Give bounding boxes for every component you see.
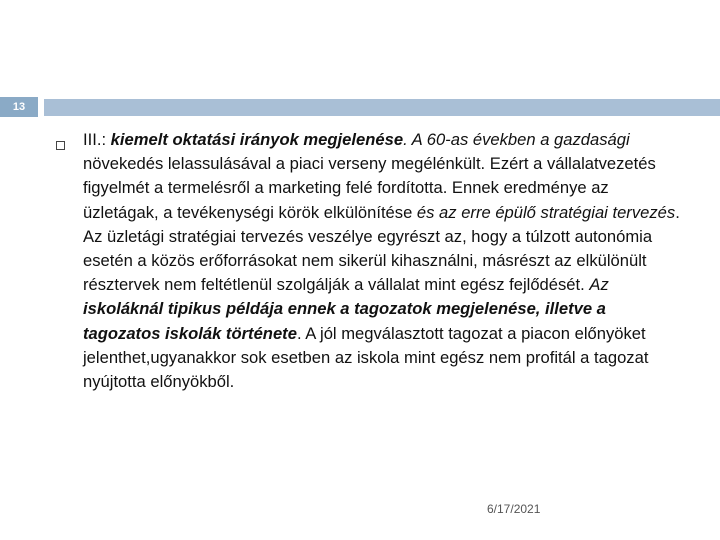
- header-bar: [44, 99, 720, 116]
- slide-number: 13: [0, 97, 38, 117]
- body-paragraph: [83, 128, 685, 394]
- text-segment-7: Az: [589, 275, 609, 295]
- text-segment-9: . A jól megválasztott tagozat a piacon előnyöket jelenthet,ugyanakkor sok esetben az iskola mint egész nem profitál a tagozat nyújtotta előnyökből.: [83, 323, 649, 392]
- text-segment-3: . A 60-as években a gazdasági: [403, 130, 630, 149]
- text-segment-8: iskoláknál tipikus példája ennek a tagozatok megjelenése, illetve a tagozatos iskolák története: [83, 299, 606, 343]
- slide-date: 6/17/2021: [487, 502, 541, 516]
- text-segment-6: . Az üzletági stratégiai tervezés veszélye egyrészt az, hogy a túlzott autonómia esetén a közös erőforrásokat nem sikerül kihasználni, másrészt az elkülönült résztervek nem feltétlenül szolgálják a vállalat mint egész fejlődését.: [83, 202, 680, 295]
- text-segment-1: III.:: [83, 130, 111, 149]
- square-bullet-icon: [56, 141, 65, 150]
- text-segment-4: növekedés lelassulásával a piaci verseny megélénkült. Ezért a vállalatvezetés figyelmét a termelésről a marketing felé fordította. Ennek eredménye az üzletágak, a tevékenységi körök elkülönítése: [83, 154, 656, 222]
- text-segment-5: és az erre épülő stratégiai tervezés: [416, 202, 676, 222]
- text-segment-2: kiemelt oktatási irányok megjelenése: [110, 130, 404, 149]
